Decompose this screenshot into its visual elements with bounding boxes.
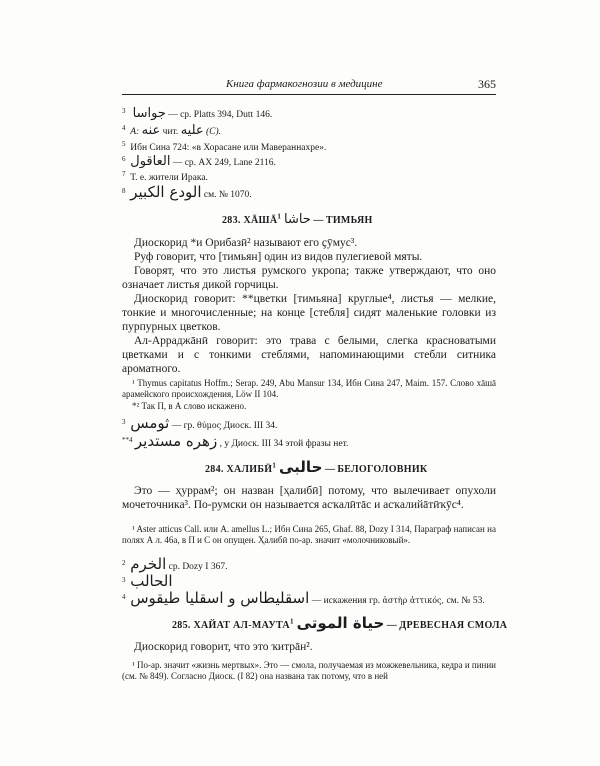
running-title: Книга фармакогнозии в медицине [226,78,383,90]
entry-285-body [122,640,496,654]
entry-283-heading: 283. ХĀШĀ$^1$ حاشا — ТИМЬЯН [222,212,373,227]
paragraph: Говорят, что это листья румского укропа; также утверждают, что оно означает листья дикой горчицы. [122,265,496,291]
paragraph: Руф говорит, что [тимьян] один из видов пулегиевой мяты. [134,251,423,263]
footnote-top-5: $^5$ Ибн Сина 724: «в Хорасане или Мавераннахре». [122,139,327,153]
entry-283-footnote-4: $^{**4}$ زهره مستدير , у Диоск. III 34 этой фразы нет. [122,432,349,450]
entry-285-heading: 285. ХАЙАТ АЛ-МАУТА$^1$ حياة الموتى — ДРЕВЕСНАЯ СМОЛА [172,614,508,632]
entry-283-footnote-2: *² Так П, в А слово искажено. [132,401,247,411]
entry-284-footnote-3: $^3$ الحالب [122,572,173,590]
footnote-top-4: $^4$ A: عنه чит. عليه (C). [122,123,222,138]
paragraph: Диоскорид *и Орибазӣ² называют его ҫӯмус³. [134,237,358,249]
entry-283-footnote-3: $^3$ ثومس — гр. θύμος Диоск. III 34. [122,414,278,432]
paragraph: Это — ҳуррам²; он назван [ҳалибӣ] потому, что вылечивает опухоли мочеточника³. По-румски он называется асҡалӣтāс и асҡалийāтӣҡӯс⁴. [122,485,496,511]
entry-285-footnote-1: ¹ По-ар. значит «жизнь мертвых». Это — смола, получаемая из можжевельника, кедра и пинии (см. № 849). Согласно Диоск. (I 82) она названа так потому, что в ней [122,660,496,681]
footnote-top-7: $^7$ Т. е. жители Ирака. [122,169,208,183]
entry-283-body [122,236,496,376]
page-number: 365 [478,77,496,91]
entry-284-footnote-4: $^4$ اسقليطاس و اسقليا طيقوس — искажения гр. ἀστὴρ ἀττικός, см. № 53. [122,589,485,607]
entry-283-footnote-1: ¹ Thymus capitatus Hoffm.; Serap. 249, Abu Mansur 134, Ибн Сина 247, Maim. 157. Слово хāшā арамейского происхождения, Löw II 104. [122,378,496,399]
entry-284-footnote-2: $^2$ الخرم ср. Dozy I 367. [122,555,228,573]
footnote-top-3: $^3$ جواسا — ср. Platts 394, Dutt 146. [122,106,273,121]
running-header [122,76,496,95]
entry-284-heading: 284. ХАЛИБӢ$^1$ حالبى — БЕЛОГОЛОВНИК [205,458,428,476]
entry-284-footnote-1: ¹ Aster atticus Call. или A. amellus L.; Ибн Сина 265, Ghaf. 88, Dozy I 314, Параграф написан на полях А л. 46а, в П и С он опущен. Ҳалибӣ по-ар. значит «молочниковый». [122,524,496,545]
paragraph: Диоскорид говорит: **цветки [тимьяна] круглые⁴, листья — мелкие, тонкие и многочисленные; на конце [стебля] сидят маленькие головки из пурпурных цветков. [122,293,496,333]
paragraph: Диоскорид говорит, что это ҡитрāн². [134,641,313,653]
paragraph: Ал-Арраджāнӣ говорит: это трава с белыми, слегка красноватыми цветками и с тонкими стеблями, напоминающими стебли ситника ароматного. [122,335,496,375]
footnote-top-6: $^6$ العاقول — ср. АХ 249, Lane 2116. [122,154,276,169]
entry-284-body [122,484,496,512]
footnote-top-8: $^8$ الودع الكبير см. № 1070. [122,183,252,201]
